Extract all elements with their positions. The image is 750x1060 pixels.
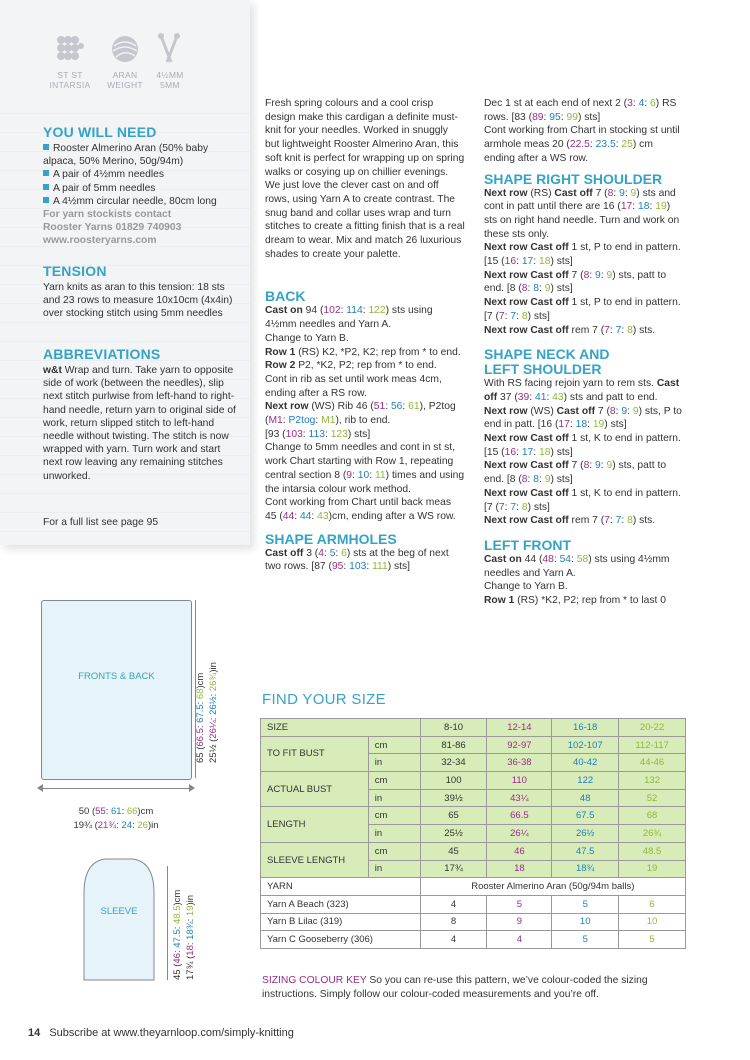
sleeve-label: SLEEVE	[100, 906, 138, 917]
abbreviations-footer: For a full list see page 95	[43, 517, 159, 528]
sleeve-height-cm: 45 (46: 47.5: 48.5)cm	[172, 889, 183, 980]
stitch-icon	[55, 34, 85, 64]
fronts-back-label: FRONTS & BACK	[78, 671, 155, 682]
table-row: LENGTH cm 65 66.5 67.5 68	[261, 807, 686, 825]
left-front-instructions: Cast on 44 (48: 54: 58) sts using 4½mm needles and Yarn A. Change to Yarn B. Row 1 (RS) *K2, P2; rep from * to last 0	[484, 553, 670, 607]
table-row: Yarn C Gooseberry (306) 4 4 5 5	[261, 931, 686, 949]
bullet-icon	[43, 184, 49, 190]
list-item: A pair of 4½mm needles	[43, 168, 243, 181]
fronts-back-width-in: 19¾ (21¾: 24: 26)in	[73, 820, 159, 831]
find-your-size-heading: FIND YOUR SIZE	[262, 691, 386, 708]
arrow-right-icon	[189, 784, 195, 792]
neck-instructions: With RS facing rejoin yarn to rem sts. Cast off 37 (39: 41: 43) sts and patt to end. Next row (WS) Cast off 7 (8: 9: 9) sts, P to end in patt. [16 (17: 18: 19) sts] Next row Cast off 1 st, K to end in pattern. [15 (16: 17: 18) sts] Next row Cast off 7 (8: 9: 9) sts, patt to end. [8 (8: 8: 9) sts] Next row Cast off 1 st, K to end in pattern. [7 (7: 7: 8) sts] Next row Cast off rem 7 (7: 7: 8) sts.	[484, 378, 682, 527]
table-row: YARN Rooster Almerino Aran (50g/94m balls)	[261, 878, 686, 896]
table-row: ACTUAL BUST cm 100 110 122 132	[261, 772, 686, 790]
table-row: SIZE 8-10 12-14 16-18 20-22	[261, 719, 686, 737]
pattern-column-middle	[265, 97, 465, 574]
table-row: in 32-34 36-38 40-42 44-46	[261, 754, 686, 772]
you-will-need-heading: YOU WILL NEED	[43, 124, 157, 140]
stitch-icon-label: ST ST INTARSIA	[49, 70, 91, 90]
bullet-icon	[43, 197, 49, 203]
fronts-back-height-in: 25½ (26¼: 26½: 26¾)in	[208, 662, 219, 763]
table-row: in 25½ 26¼ 26½ 26¾	[261, 825, 686, 843]
needles-icon-label: 4½MM 5MM	[156, 70, 184, 90]
width-measure-line	[41, 788, 191, 789]
left-front-heading: LEFT FRONT	[484, 536, 572, 553]
table-row: TO FIT BUST cm 81-86 92-97 102-107 112-117	[261, 736, 686, 754]
pattern-column-right	[484, 97, 684, 608]
right-shoulder-instructions: Next row (RS) Cast off 7 (8: 9: 9) sts and cont in patt until there are 16 (17: 18: 19) sts on right hand needle. Turn and work on these sts only. Next row Cast off 1 st, P to end in pattern. [15 (16: 17: 18) sts] Next row Cast off 7 (8: 9: 9) sts, patt to end. [8 (8: 8: 9) sts] Next row Cast off 1 st, P to end in pattern. [7 (7: 7: 8) sts] Next row Cast off rem 7 (7: 7: 8) sts.	[484, 187, 681, 336]
shape-neck-heading: SHAPE NECK AND LEFT SHOULDER	[484, 346, 610, 378]
bullet-icon	[43, 144, 49, 150]
size-table	[260, 718, 686, 949]
table-row: in 39½ 43¼ 48 52	[261, 789, 686, 807]
page-footer	[28, 1027, 294, 1039]
list-item: A pair of 5mm needles	[43, 182, 243, 195]
bullet-icon	[43, 170, 49, 176]
abbreviations-section	[43, 346, 239, 483]
subscribe-link[interactable]: Subscribe at www.theyarnloop.com/simply-knitting	[49, 1027, 294, 1039]
arrow-left-icon	[37, 784, 43, 792]
back-heading: BACK	[265, 288, 306, 305]
you-will-need-section	[43, 124, 243, 248]
stockists-text: For yarn stockists contact	[43, 209, 172, 221]
stockists-url[interactable]: www.roosteryarns.com	[43, 235, 157, 247]
shape-armholes-heading: SHAPE ARMHOLES	[265, 530, 397, 547]
abbreviations-heading: ABBREVIATIONS	[43, 346, 161, 362]
shape-right-shoulder-heading: SHAPE RIGHT SHOULDER	[484, 170, 663, 187]
table-row: Yarn A Beach (323) 4 5 5 6	[261, 895, 686, 913]
abbreviation-entry: w&t Wrap and turn. Take yarn to opposite side of work (between the needles), slip next stitch purlwise from left-hand to right-hand needle, return yarn to original side of work, return slipped stitch to left-hand needle without twisting. The stitch is now wrapped with yarn. Turn work and start next row leaving any remaining stitches unworked.	[43, 365, 236, 482]
needles-icon	[156, 32, 182, 66]
armholes-continued: Dec 1 st at each end of next 2 (3: 4: 6) RS rows. [83 (89: 95: 99) sts] Cont working from Chart in stocking st until armhole meas 20 (22.5: 23.5: 25) cm ending after a WS row.	[484, 98, 680, 164]
fronts-back-shape	[41, 600, 192, 780]
yarn-icon-label: ARAN WEIGHT	[107, 70, 143, 90]
sleeve-height-in: 17¾ (18: 18¾: 19)in	[185, 894, 196, 980]
page-number: 14	[28, 1027, 41, 1039]
yarn-ball-icon	[110, 34, 140, 64]
stockists-phone: Rooster Yarns 01829 740903	[43, 222, 182, 234]
table-row: Yarn B Lilac (319) 8 9 10 10	[261, 913, 686, 931]
table-row: in 17¾ 18 18¾ 19	[261, 860, 686, 878]
tension-section	[43, 263, 239, 321]
sleeve-height-line	[167, 866, 168, 980]
tension-text: Yarn knits as aran to this tension: 18 sts and 23 rows to measure 10x10cm (4x4in) over stocking stitch using 5mm needles	[43, 282, 233, 320]
sizing-colour-key: SIZING COLOUR KEY So you can re-use this pattern, we’ve colour-coded the sizing instructions. Simply follow our colour-coded measurements and you’re off.	[262, 975, 648, 1000]
fronts-back-height-cm: 65 (66.5: 67.5: 68)cm	[195, 672, 206, 763]
fronts-back-width-cm: 50 (55: 61: 66)cm	[78, 806, 154, 817]
tension-heading: TENSION	[43, 263, 107, 279]
table-row: SLEEVE LENGTH cm 45 46 47.5 48.5	[261, 842, 686, 860]
back-instructions: Cast on 94 (102: 114: 122) sts using 4½mm needles and Yarn A. Change to Yarn B. Row 1 (RS) K2, *P2, K2; rep from * to end. Row 2 P2, *K2, P2; rep from * to end. Cont in rib as set until work meas 4cm, ending after a RS row. Next row (WS) Rib 46 (51: 56: 61), P2tog (M1: P2tog: M1), rib to end. [93 (103: 113: 123) sts] Change to 5mm needles and cont in st st, work Chart starting with Row 1, repeating central section 8 (9: 10: 11) times and using the intarsia colour work method. Cont working from Chart until back meas 45 (44: 44: 43)cm, ending after a WS row.	[265, 305, 465, 522]
intro-text: Fresh spring colours and a cool crisp design make this cardigan a definite must-knit for your needles. Worked in snuggly but lightweight Rooster Almerino Aran, this soft knit is perfect for wrapping up on spring walks or cosying up on chillier evenings. We just love the clever cast on and off rows, using Yarn A to create contrast. The snug band and collar uses wrap and turn stitches to create a fitting finish that is a real dream to wear. Mix and match 26 luxurious shades to create your palette.	[265, 98, 465, 260]
armholes-instructions: Cast off 3 (4: 5: 6) sts at the beg of next two rows. [87 (95: 103: 111) sts]	[265, 547, 449, 573]
list-item: Rooster Almerino Aran (50% baby alpaca, 50% Merino, 50g/94m)	[43, 143, 209, 168]
list-item: A 4½mm circular needle, 80cm long	[43, 195, 243, 208]
sleeve-shape	[83, 858, 155, 981]
